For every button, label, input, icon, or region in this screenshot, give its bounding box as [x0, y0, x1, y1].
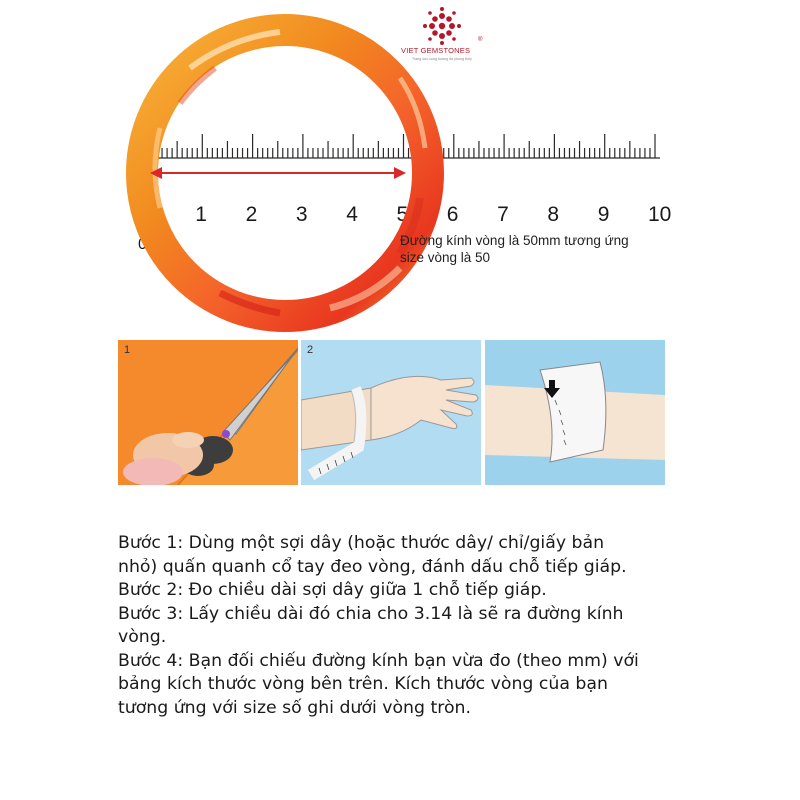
brand-tagline: Trang sức cung hoàng đá phong thủy — [412, 57, 472, 61]
instruction-step-4-line-2: bảng kích thước vòng bên trên. Kích thước vòng của bạn — [118, 674, 608, 694]
step-2-badge: 2 — [307, 344, 314, 356]
instruction-step-4-line-1: Bước 4: Bạn đối chiếu đường kính bạn vừa đo (theo mm) với — [118, 650, 639, 671]
paper-strip-marked-on-wrist-icon — [485, 340, 665, 485]
diameter-arrow — [148, 163, 408, 183]
ruler-tick-label: 10 — [648, 203, 672, 226]
ruler-tick-label: 9 — [597, 203, 610, 226]
ruler-tick-label: 5 — [396, 203, 409, 226]
ruler-tick-label: 4 — [346, 203, 358, 226]
ruler-tick-label: 7 — [497, 203, 509, 226]
ruler-caption-line-1: Đường kính vòng là 50mm tương ứng — [400, 233, 629, 248]
scissors-cutting-paper-icon — [118, 340, 298, 485]
step-3-illustration — [485, 340, 665, 485]
ruler-tick-label: 8 — [547, 203, 560, 226]
tape-around-wrist-icon — [301, 340, 481, 485]
step-2-illustration — [301, 340, 481, 485]
ruler-caption-line-2: size vòng là 50 — [400, 250, 491, 265]
instruction-step-1-line-2: nhỏ) quấn quanh cổ tay đeo vòng, đánh dấu chỗ tiếp giáp. — [118, 556, 627, 577]
ruler-tick-label: 1 — [195, 203, 207, 226]
instruction-step-2: Bước 2: Đo chiều dài sợi dây giữa 1 chỗ tiếp giáp. — [118, 580, 547, 600]
step-1-badge: 1 — [124, 344, 131, 356]
brand-registered-mark: ® — [478, 37, 483, 43]
instruction-step-3-line-1: Bước 3: Lấy chiều dài đó chia cho 3.14 là sẽ ra đường kính — [118, 603, 624, 624]
ruler-tick-label: 6 — [446, 203, 459, 226]
brand-name: VIET GEMSTONES — [401, 46, 471, 55]
step-1-illustration — [118, 340, 298, 485]
ruler-tick-label: 3 — [295, 203, 308, 226]
ruler-tick-label: 2 — [245, 203, 258, 226]
sizing-instructions — [118, 532, 698, 720]
instruction-step-3-line-2: vòng. — [118, 627, 167, 647]
instruction-step-1-line-1: Bước 1: Dùng một sợi dây (hoặc thước dây/ chỉ/giấy bản — [118, 533, 605, 553]
ruler-tick-label: 0 — [138, 236, 147, 253]
instruction-step-4-line-3: tương ứng với size số ghi dưới vòng tròn. — [118, 697, 471, 718]
